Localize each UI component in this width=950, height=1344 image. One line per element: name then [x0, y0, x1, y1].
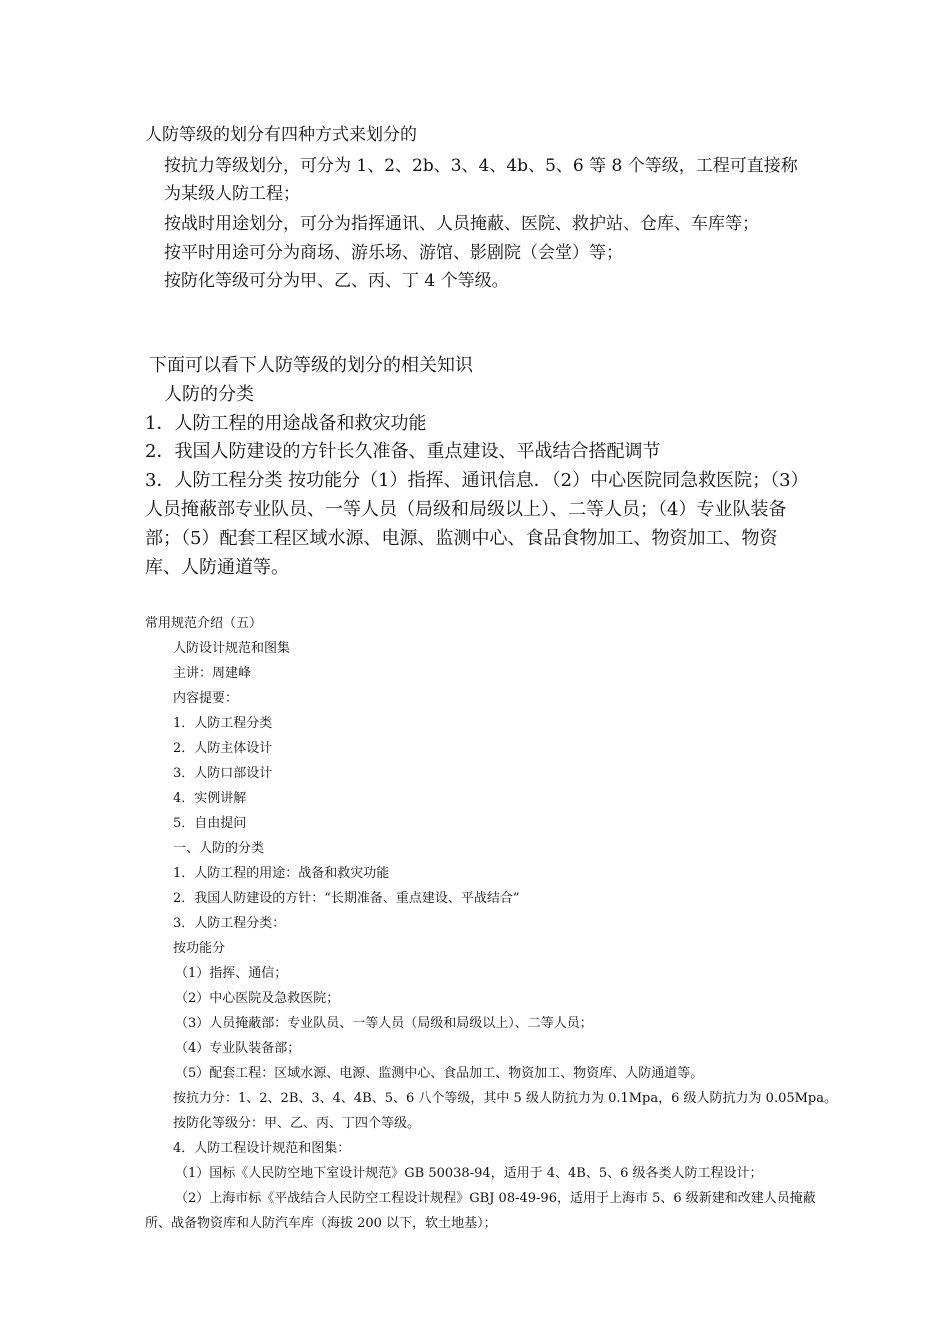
section3-line: 3．人防工程分类：: [173, 916, 286, 931]
section3-line: 主讲：周建峰: [173, 666, 252, 681]
section3-line: 5．自由提问: [173, 816, 247, 831]
section3-line: 人防设计规范和图集: [173, 641, 291, 656]
section3-line: （1）国标《人民防空地下室设计规范》GB 50038-94，适用于 4、4B、5、6 级各类人防工程设计；: [175, 1166, 763, 1181]
section3-line: 2．人防主体设计: [173, 741, 273, 756]
section3-line: （1）指挥、通信；: [175, 966, 288, 981]
section3-line: 4．实例讲解: [173, 791, 247, 806]
section2-item-3: 3．人防工程分类 按功能分（1）指挥、通讯信息．（2）中心医院同急救医院；（3）人员掩蔽部专业队员、一等人员（局级和局级以上）、二等人员；（4）专业队装备部；（5）配套工程区域水源、电源、监测中心、食品食物加工、物资加工、物资库、人防通道等。: [145, 470, 809, 578]
section3-last-line: （2）上海市标《平战结合人民防空工程设计规程》GBJ 08-49-96，适用于上海市 5、6 级新建和改建人员掩蔽所、战备物资库和人防汽车库（海拔 200 以下，软土地基）；: [145, 1191, 816, 1231]
section1-line-2: 按战时用途划分，可分为指挥通讯、人员掩蔽、医院、救护站、仓库、车库等；: [164, 214, 759, 234]
section3-line: 2．我国人防建设的方针：“长期准备、重点建设、平战结合”: [173, 891, 520, 906]
section3-line: 一、人防的分类: [173, 841, 265, 856]
section1-line-1: 按抗力等级划分，可分为 1、2、2b、3、4、4b、5、6 等 8 个等级，工程可直接称为某级人防工程；: [164, 156, 798, 204]
section3-line: （3）人员掩蔽部：专业队员、一等人员（局级和局级以上）、二等人员；: [175, 1016, 593, 1031]
section3-line: 4．人防工程设计规范和图集：: [173, 1141, 351, 1156]
section3-line: 按功能分: [173, 941, 226, 956]
section3-line: 内容提要：: [173, 691, 239, 706]
section3-line: （2）中心医院及急救医院；: [175, 991, 340, 1006]
section2-intro: 下面可以看下人防等级的划分的相关知识: [149, 355, 473, 376]
section2-item-2: 2．我国人防建设的方针长久准备、重点建设、平战结合搭配调节: [145, 441, 661, 462]
section3-line: 3．人防口部设计: [173, 766, 273, 781]
section3-header: 常用规范介绍（五）: [145, 616, 263, 631]
section3-line: （5）配套工程：区域水源、电源、监测中心、食品加工、物资加工、物资库、人防通道等。: [175, 1066, 704, 1081]
section1-line-4: 按防化等级可分为甲、乙、丙、丁 4 个等级。: [164, 271, 509, 291]
section2-subtitle: 人防的分类: [164, 384, 254, 405]
section3-line: 按抗力分：1、2、2B、3、4、4B、5、6 八个等级，其中 5 级人防抗力为 0.1Mpa，6 级人防抗力为 0.05Mpa。: [173, 1091, 837, 1106]
section1-line-3: 按平时用途可分为商场、游乐场、游馆、影剧院（会堂）等；: [164, 243, 623, 263]
section1-title: 人防等级的划分有四种方式来划分的: [145, 125, 417, 145]
section3-line: 按防化等级分：甲、乙、丙、丁四个等级。: [173, 1116, 421, 1131]
section2-item-1: 1．人防工程的用途战备和救灾功能: [145, 413, 427, 434]
section3-line: 1．人防工程的用途：战备和救灾功能: [173, 866, 390, 881]
section3-line: 1．人防工程分类: [173, 716, 273, 731]
section3-line: （4）专业队装备部；: [175, 1041, 301, 1056]
